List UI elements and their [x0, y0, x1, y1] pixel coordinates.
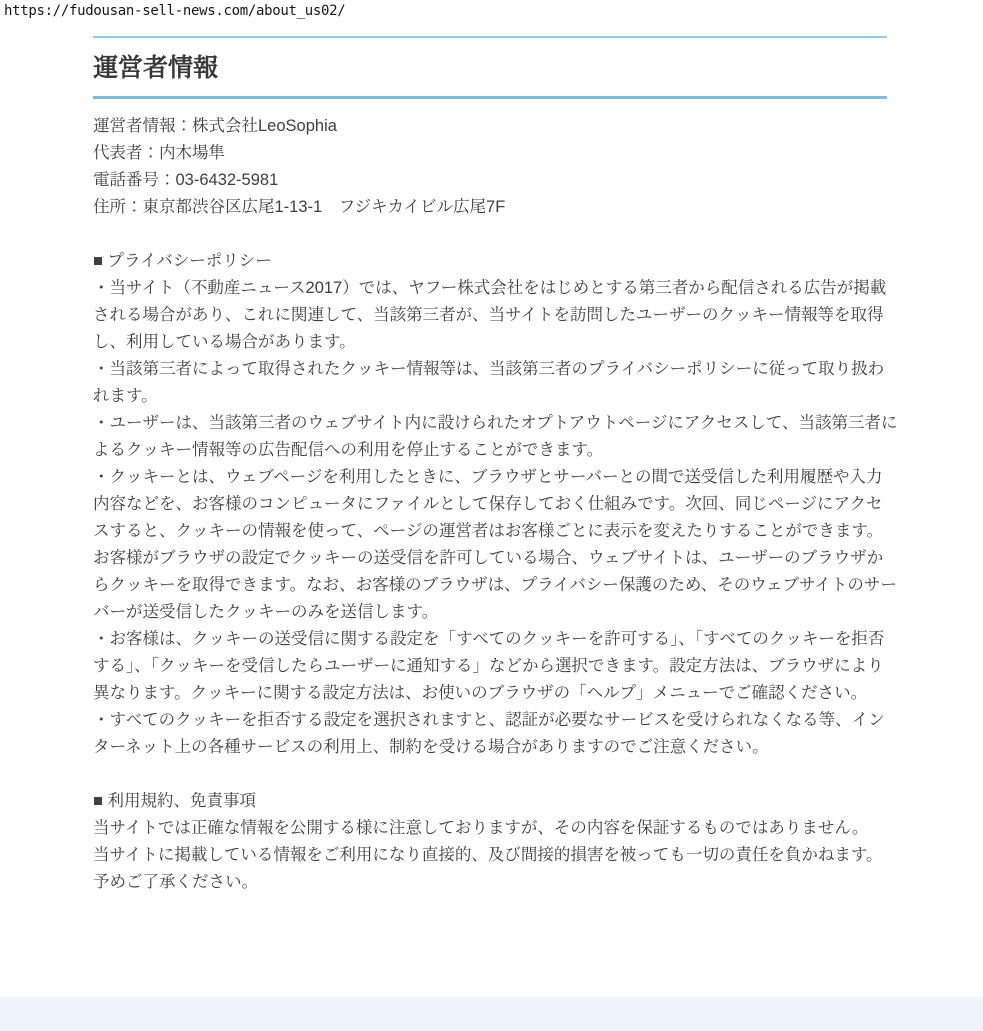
privacy-policy-paragraph: ・すべてのクッキーを拒否する設定を選択されますと、認証が必要なサービスを受けられなくなる等、インターネット上の各種サービスの利用上、制約を受ける場合がありますのでご注意ください。 — [93, 711, 885, 756]
privacy-policy-heading: ■ プライバシーポリシー — [93, 252, 272, 270]
page-title: 運営者情報 — [93, 54, 219, 82]
terms-section — [93, 788, 899, 896]
terms-paragraphs — [93, 815, 899, 896]
terms-paragraph: 当サイトでは正確な情報を公開する様に注意しておりますが、その内容を保証するものではありません。 — [93, 819, 869, 837]
privacy-policy-paragraph: ・当該第三者によって取得されたクッキー情報等は、当該第三者のプライバシーポリシーに従って取り扱われます。 — [93, 360, 885, 405]
top-divider — [93, 36, 887, 38]
title-underline — [93, 96, 887, 99]
operator-info-block — [93, 113, 899, 221]
privacy-policy-paragraph: ・当サイト（不動産ニュース2017）では、ヤフー株式会社をはじめとする第三者から配信される広告が掲載される場合があり、これに関連して、当該第三者が、当サイトを訪問したユーザーのクッキー情報等を取得し、利用している場合があります。 — [93, 279, 887, 351]
operator-info-line: 代表者：内木場隼 — [93, 144, 225, 162]
privacy-policy-paragraphs — [93, 275, 899, 761]
privacy-policy-paragraph: ・クッキーとは、ウェブページを利用したときに、ブラウザとサーバーとの間で送受信した利用履歴や入力内容などを、お客様のコンピュータにファイルとして保存しておく仕組みです。次回、同じページにアクセスすると、クッキーの情報を使って、ページの運営者はお客様ごとに表示を変えたりすることができます。お客様がブラウザの設定でクッキーの送受信を許可している場合、ウェブサイトは、ユーザーのブラウザからクッキーを取得できます。なお、お客様のブラウザは、プライバシー保護のため、そのウェブサイトのサーバーが送受信したクッキーのみを送信します。 — [93, 468, 897, 621]
operator-info-line: 運営者情報：株式会社LeoSophia — [93, 117, 337, 135]
privacy-policy-paragraph: ・お客様は、クッキーの送受信に関する設定を「すべてのクッキーを許可する」、「すべてのクッキーを拒否する」、「クッキーを受信したらユーザーに通知する」などから選択できます。設定方法は、ブラウザにより異なります。クッキーに関する設定方法は、お使いのブラウザの「ヘルプ」メニューでご確認ください。 — [93, 630, 885, 702]
operator-info-line: 住所：東京都渋谷区広尾1-13-1 フジキカイビル広尾7F — [93, 198, 506, 216]
terms-heading: ■ 利用規約、免責事項 — [93, 792, 257, 810]
url-caption: https://fudousan-sell-news.com/about_us02/ — [4, 3, 346, 19]
terms-paragraph: 当サイトに掲載している情報をご利用になり直接的、及び間接的損害を被っても一切の責任を負かねます。 — [93, 846, 883, 864]
footer-band — [0, 997, 983, 1031]
main-content — [93, 0, 899, 896]
operator-info-line: 電話番号：03-6432-5981 — [93, 171, 279, 189]
privacy-policy-section — [93, 248, 899, 761]
privacy-policy-paragraph: ・ユーザーは、当該第三者のウェブサイト内に設けられたオプトアウトページにアクセスして、当該第三者によるクッキー情報等の広告配信への利用を停止することができます。 — [93, 414, 898, 459]
terms-paragraph: 予めご了承ください。 — [93, 873, 258, 891]
